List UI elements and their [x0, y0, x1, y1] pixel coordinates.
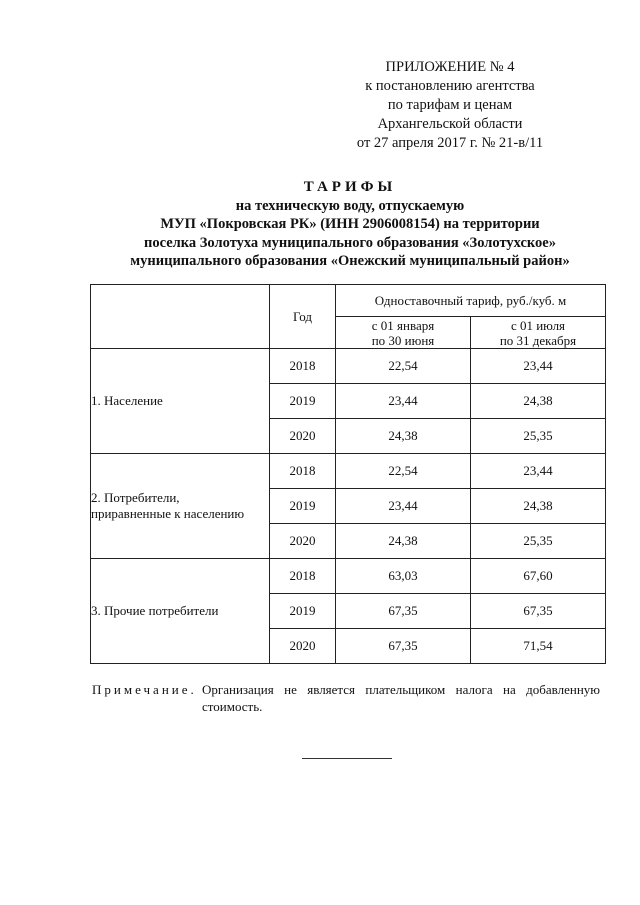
appendix-number: ПРИЛОЖЕНИЕ № 4: [385, 59, 515, 75]
category-header: [91, 285, 270, 349]
year-cell: 2019: [270, 594, 336, 629]
category-label: 2. Потребители, приравненные к населению: [91, 490, 245, 521]
tariff-cell: 24,38: [336, 419, 471, 454]
year-cell: 2018: [270, 559, 336, 594]
tariff-cell: 25,35: [471, 524, 606, 559]
note-text: Организация не является плательщиком налога на добавленную стоимость.: [202, 682, 600, 714]
category-cell: [91, 454, 270, 559]
title-line: муниципального образования «Онежский муниципальный район»: [130, 253, 570, 269]
category-label: 1. Население: [91, 393, 163, 408]
title-line: МУП «Покровская РК» (ИНН 2906008154) на территории: [160, 216, 540, 232]
title-line: поселка Золотуха муниципального образования «Золотухское»: [143, 234, 556, 251]
tariff-cell: 67,60: [471, 559, 606, 594]
tariff-cell: 25,35: [471, 419, 606, 454]
year-cell: 2018: [270, 454, 336, 489]
appendix-header: [330, 58, 570, 153]
period-1-header: [336, 317, 471, 349]
year-header: Год: [270, 285, 336, 349]
table-row: [91, 454, 606, 489]
year-cell: 2018: [270, 349, 336, 384]
table-row: [91, 349, 606, 384]
tariff-cell: 24,38: [471, 384, 606, 419]
tariff-cell: 23,44: [336, 489, 471, 524]
tariff-cell: 23,44: [471, 349, 606, 384]
note-label: Примечание.: [92, 682, 197, 697]
tariff-cell: 24,38: [471, 489, 606, 524]
period-1-label: с 01 января по 30 июня: [371, 317, 435, 348]
year-cell: 2019: [270, 384, 336, 419]
period-2-header: [471, 317, 606, 349]
year-cell: 2020: [270, 629, 336, 664]
main-title: ТАРИФЫ: [303, 179, 397, 195]
period-2-label: с 01 июля по 31 декабря: [499, 317, 577, 348]
year-cell: 2020: [270, 524, 336, 559]
category-label: 3. Прочие потребители: [91, 603, 219, 618]
tariff-cell: 67,35: [336, 594, 471, 629]
tariff-cell: 23,44: [471, 454, 606, 489]
category-cell: [91, 349, 270, 454]
tariff-cell: 67,35: [471, 594, 606, 629]
year-cell: 2019: [270, 489, 336, 524]
tariff-cell: 63,03: [336, 559, 471, 594]
tariff-cell: 67,35: [336, 629, 471, 664]
appendix-line: к постановлению агентства: [365, 78, 535, 94]
title-line: на техническую воду, отпускаемую: [235, 197, 465, 214]
separator-line: [302, 758, 392, 759]
tariff-cell: 24,38: [336, 524, 471, 559]
table-row: [91, 559, 606, 594]
appendix-date: от 27 апреля 2017 г. № 21-в/11: [356, 135, 544, 151]
tariff-table: [90, 284, 606, 664]
appendix-line: Архангельской области: [377, 116, 523, 132]
tariff-cell: 71,54: [471, 629, 606, 664]
year-cell: 2020: [270, 419, 336, 454]
tariff-cell: 23,44: [336, 384, 471, 419]
document-title: [60, 178, 640, 271]
tariff-cell: 22,54: [336, 454, 471, 489]
appendix-line: по тарифам и ценам: [387, 97, 513, 113]
tariff-cell: 22,54: [336, 349, 471, 384]
category-cell: [91, 559, 270, 664]
tariff-header: Одноставочный тариф, руб./куб. м: [336, 285, 606, 317]
